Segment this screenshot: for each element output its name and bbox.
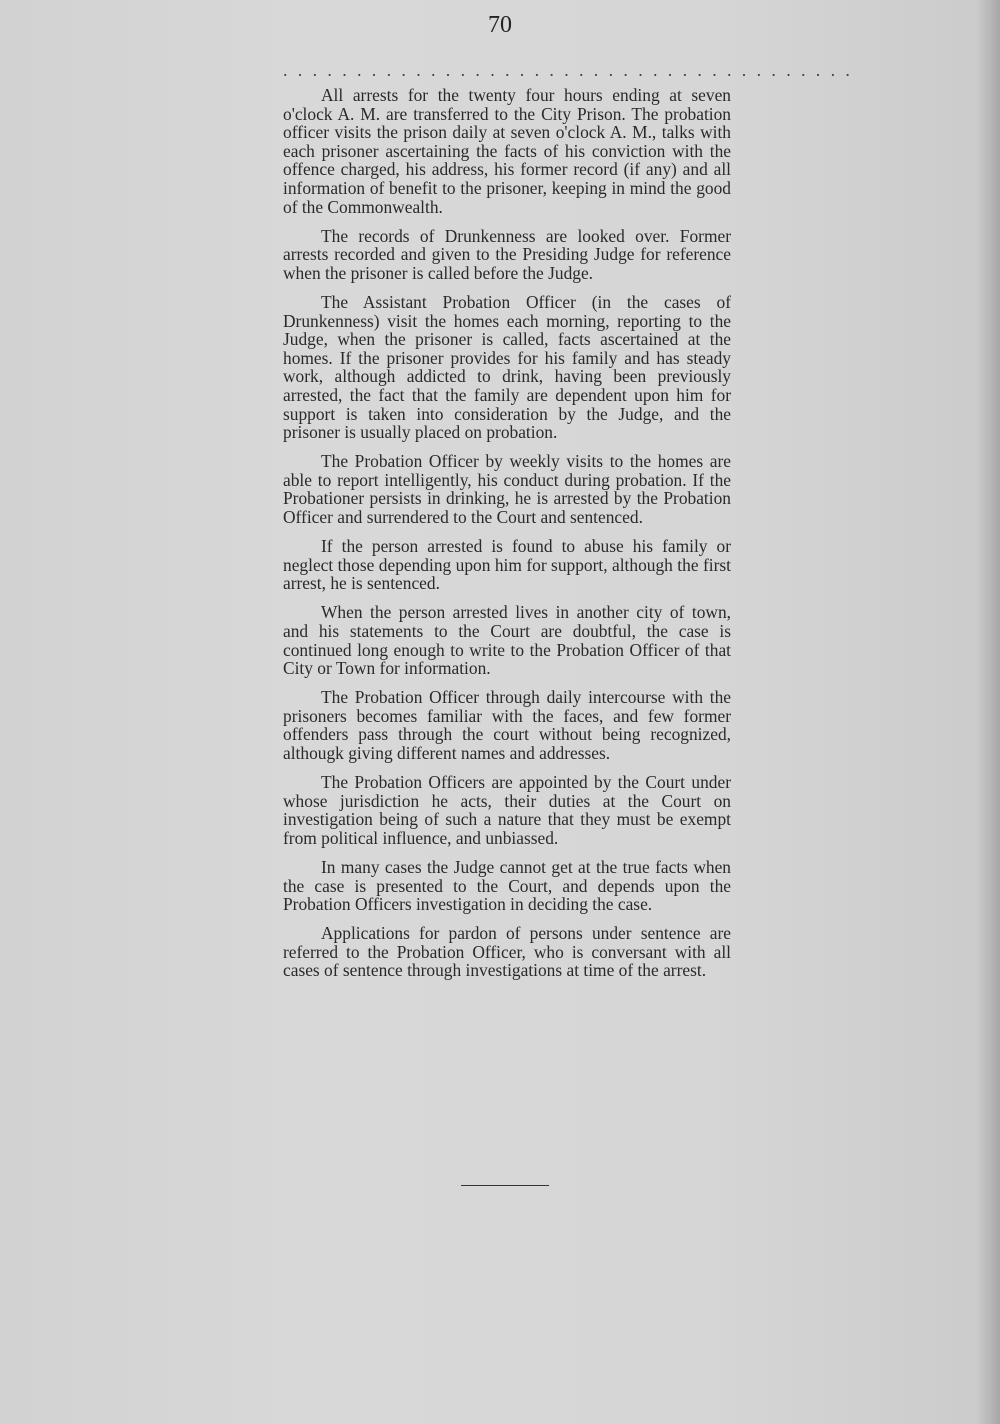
paragraph-pardon-applications: Applications for pardon of persons under sentence are referred to the Probation Officer, who is conversant with all cases of sentence through investigations at time of the arrest. — [283, 923, 731, 981]
paragraph-arrests-transfer: All arrests for the twenty four hours ending at seven o'clock A. M. are transferred to the City Prison. The probation officer visits the prison daily at seven o'clock A. M., talks with each prisoner ascertaining the facts of his conviction with the offence charged, his address, his former record (if any) and all information of benefit to the prisoner, keeping in mind the good of the Commonwealth. — [283, 85, 731, 217]
end-rule — [461, 1185, 549, 1186]
paragraph-another-city: When the person arrested lives in another city of town, and his statements to the Court are doubtful, the case is continued long enough to write to the Probation Officer of that City or Town for information. — [283, 602, 731, 679]
paragraph-weekly-visits: The Probation Officer by weekly visits to the homes are able to report intelligently, his conduct during probation. If the Probationer persists in drinking, he is arrested by the Probation Officer and surrendered to the Court and sentenced. — [283, 451, 731, 527]
paragraph-daily-intercourse: The Probation Officer through daily intercourse with the prisoners becomes familiar with the faces, and few former offenders pass through the court without being recognized, althougk giving different names and addresses. — [283, 687, 731, 763]
paragraph-judge-facts: In many cases the Judge cannot get at the true facts when the case is presented to the Court, and depends upon the Probation Officers investigation in deciding the case. — [283, 856, 731, 915]
paragraph-assistant-officer: The Assistant Probation Officer (in the cases of Drunkenness) visit the homes each morning, reporting to the Judge, when the prisoner is called, facts ascertained at the homes. If the prisoner provides for his family and has steady work, although addicted to drink, having been previously arrested, the fact that the family are dependent upon him for support is taken into consideration by the Judge, and the prisoner is usually placed on probation. — [283, 291, 731, 443]
body-text — [283, 86, 731, 991]
paragraph-abuse-family: If the person arrested is found to abuse his family or neglect those depending upon him for support, although the first arrest, he is sentenced. — [283, 536, 731, 594]
page-edge-shadow — [976, 0, 1000, 1424]
paragraph-appointment: The Probation Officers are appointed by the Court under whose jurisdiction he acts, their duties at the Court on investigation being of such a nature that they must be exempt from political influence, and unbiassed. — [283, 772, 731, 848]
dot-leader: . . . . . . . . . . . . . . . . . . . . . . . . . . . . . . . . . . . . . . . — [283, 60, 853, 80]
page-number: 70 — [488, 12, 512, 38]
paragraph-drunkenness-records: The records of Drunkenness are looked over. Former arrests recorded and given to the Presiding Judge for reference when the prisoner is called before the Judge. — [283, 225, 731, 283]
